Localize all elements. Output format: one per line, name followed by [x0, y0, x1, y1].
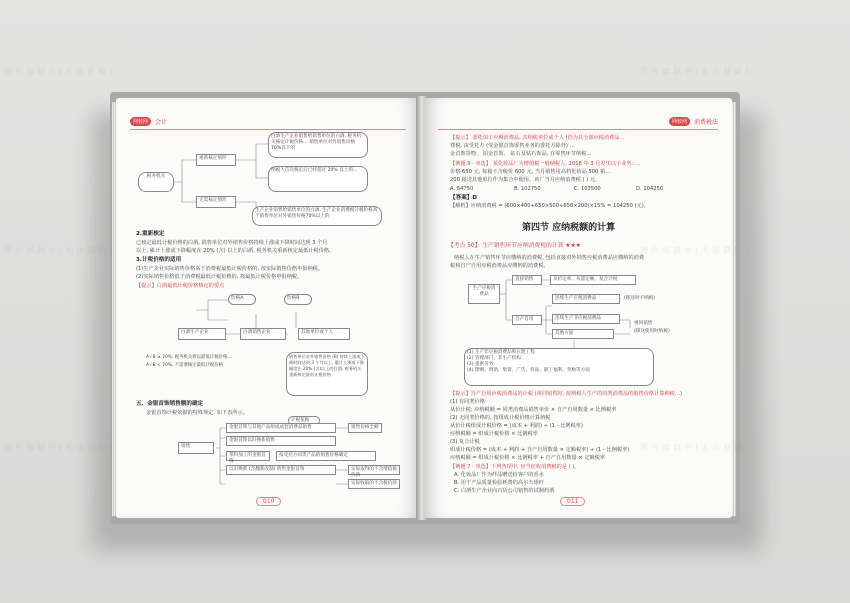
calc-1: (1) 有同类价格	[450, 399, 485, 405]
publisher-logo-right: 网校网	[669, 117, 690, 126]
option-b: B. 102750	[514, 186, 541, 192]
direct-sale-node: 直接销售	[512, 275, 542, 285]
calc-2: (2) 无同类价格的, 按组成计税价格计算纳税	[450, 415, 551, 421]
example-title: 【例题 9 · 单选】 某化妆品厂为增值税一般纳税人, 2018 年 3 月发生以下业务: …	[450, 161, 641, 167]
non-taxable-node: 连续生产非应税消费品	[552, 314, 620, 324]
calc-1-formula: 从价计税: 应纳税额 = 同类消费品销售单价 × 自产自用数量 × 比例税率	[450, 407, 617, 413]
jewelry-row-1-result: 销售价格全额	[348, 423, 382, 433]
left-page-number: 010	[256, 497, 281, 506]
section-2-text-1: 已核定最低计税价格的白酒, 销售单位对外销售价格持续上涨或下降时间达到 3 个月	[136, 240, 328, 246]
watermark: 图片加载中(无法获取)	[4, 246, 116, 255]
tax-basis-node: 计税依据	[288, 416, 320, 425]
right-header-title: 消费税法	[693, 118, 718, 126]
example-2-a: A. 化妆品厂作为样品赠送给客户的香水	[454, 472, 544, 478]
intro-1: 纳税人在生产销售环节应缴纳的消费税, 包括直接对外销售应税消费品应缴纳的消费	[454, 255, 645, 261]
watermark: 图片加载中(无法获取)	[4, 67, 116, 76]
section-2-text-2: 以上, 累计上涨或下降幅度在 20% (含) 以上的白酒, 税务机关重新核定最低计税价格。	[136, 248, 335, 254]
section-2-title: 2.重新核定	[136, 231, 165, 237]
jewelry-row-3-result: 按受托方同类产品的销售价格确定	[276, 451, 376, 461]
consumer-node: 其他单位或个人	[298, 328, 350, 340]
left-header-title: 会计	[155, 118, 168, 126]
example-2-b: B. 用于产品质量检验耗费的高尔夫球杆	[454, 480, 544, 486]
watermark: 图片加载中(无法获取)	[640, 443, 752, 452]
no-check-node: 无需核定情形	[196, 196, 236, 208]
formula-3: 组成计税价格 = (成本 + 利润 + 自产自用数量 × 定额税率) ÷ (1 - 比例税率)	[450, 447, 630, 453]
tip-text-1: 【提示】 委托加工应税消费品, 其纳税单位或个人 (仍为其全部应税消费品…	[450, 135, 625, 141]
price-b-node: 价格B	[284, 294, 312, 305]
option-a: A. 64750	[450, 186, 474, 192]
tip-text-2: 费税, 由受托方 (受金银首饰零售业务的委托方除外) …	[450, 143, 575, 149]
jewelry-row-1: 金银首饰与其他产品组成成套消费品销售	[226, 423, 336, 433]
sale-root-node: 销售	[178, 442, 214, 454]
other-node: 其他方面	[552, 329, 614, 339]
answer: 【答案】D	[450, 195, 478, 201]
price-a-node: 价格A	[228, 294, 256, 305]
condition-box-a: 白酒生产企业销售给销售单位的白酒, 税务机关核定计税价格… 销售单位对外销售价格 70%以下的	[268, 132, 368, 158]
condition-box-c: 生产企业销售给销售单位的白酒, 生产企业消费税计税价格高于销售单位对外销售价格70%以上的	[252, 206, 382, 226]
analysis: 【解析】应纳消费税 = (600×400+650×500+650×200)×15% = 104250 (元)。	[450, 203, 649, 209]
rule-1: A÷B ≥ 70%, 税务机关将以最低计税价格…	[146, 355, 232, 360]
self-use-node: 自产自用	[512, 315, 542, 325]
example-text-1: 价格 650 元, 每箱不含税价 600 元, 当月销售用高档化妆品 500 箱…	[450, 169, 611, 175]
list-item: (4) 馈赠、赞助、集资、广告、样品、职工福利、奖励等方面	[467, 368, 590, 373]
tip-text-3: 金首饰货物、 铂金首饰、 钻石及钻石饰品, 在零售环节纳税…	[450, 151, 592, 157]
taxable-goods-root: 生产应税消费品	[468, 284, 500, 304]
example-2-c: C. 白酒生产企业向百货公司销售的试制药酒	[454, 488, 555, 494]
list-item: (1) 生产非应税消费品和在建工程	[467, 350, 535, 355]
section-5-text: 金银首饰计税依据的特殊规定, 如下表所示。	[146, 410, 248, 416]
example-2-title: 【例题 7 · 单选】下列各项中, 应当征收消费税的是 ( )。	[450, 464, 580, 470]
tip-2: 【提示】自产自用应税消费品的计税 (视同销售时, 按纳税人生产的同类消费品的销售价格计算纳税…)	[450, 391, 683, 397]
jewelry-row-3: 带料加工的金银首饰	[226, 451, 270, 461]
calc-3: (3) 复合计税	[450, 439, 480, 445]
intro-2: 税和自产自用应税消费品应缴纳的消费税。	[450, 263, 549, 269]
watermark: 图片加载中(无法获取)	[640, 67, 752, 76]
publisher-logo: 网校网	[130, 117, 151, 126]
watermark: 图片加载中(无法获取)	[4, 443, 116, 452]
jewelry-row-2: 金银首饰以旧换新销售	[226, 436, 336, 446]
rule-2: A÷B < 70%, 不需要核定最低计税价格	[146, 363, 224, 368]
tax-authority-node: 税务机关	[138, 172, 174, 192]
section-3-item-2: (2)实际销售价格低于消费税最低计税价格的, 按最低计税价格申报纳税。	[136, 274, 303, 280]
continue-desc: (移送时不纳税)	[624, 296, 656, 301]
recheck-note: 销售单位对外销售价格 (B) 持续上涨或下降时间达到 3 个月以上, 累计上涨或下降幅度在 20% (含)以上的白酒, 税务机关重新核定最低计税价格	[286, 352, 368, 396]
direct-sale-desc: 从价定率、从量定额、复合计税	[550, 275, 636, 285]
seller-node: 白酒销售企业	[240, 328, 286, 340]
jewelry-row-4: 以旧换新 (含翻新改制) 销售金银首饰	[226, 465, 336, 475]
left-page	[116, 98, 420, 518]
producer-node: 白酒生产企业	[178, 328, 226, 340]
page-stack-right	[732, 102, 736, 516]
formula-2: 应纳税额 = 组成计税价格 × 比例税率	[450, 431, 538, 437]
recheck-node: 重新核定情形	[196, 154, 236, 166]
section-3-tip: 【提示】白酒最低计税价格核定的要点	[136, 283, 225, 289]
option-d: D. 104250	[636, 186, 664, 192]
list-item: (3) 提供劳务	[467, 362, 494, 367]
deemed-sale-desc: (移送使用时纳税)	[634, 329, 670, 334]
right-page-number: 011	[560, 497, 585, 506]
point-title: 【考点 50】 生产销售环节应纳消费税的计算 ★★★	[448, 243, 581, 249]
jewelry-row-2-result: 实际收取的不含税价款	[348, 479, 400, 489]
continue-node: 连续生产应税消费品	[552, 294, 620, 304]
watermark: 图片加载中(无法获取)	[640, 246, 752, 255]
formula-4: 应纳税额 = 组成计税价格 × 比例税率 + 自产自用数量 × 定额税率	[450, 455, 606, 461]
section-5-title: 五、金银首饰销售额的确定	[136, 401, 204, 407]
deemed-sale: 视同销售	[634, 321, 653, 326]
jewelry-row-4-result: 实际取得的不含增值税价款	[348, 465, 400, 475]
option-c: C. 103500	[574, 186, 601, 192]
section-3-item-1: (1)生产企业实际销售价格高于消费税最低计税价格的, 按实际销售价格申报纳税。	[136, 266, 324, 272]
example-text-2: 200 箱送其他单位作为集合中使用。该厂当月应纳消费税 ( ) 元。	[450, 177, 601, 183]
right-page	[424, 98, 732, 518]
list-item: (2) 管理部门、非生产机构	[467, 356, 521, 361]
section-title: 第四节 应纳税额的计算	[522, 223, 616, 233]
section-3-title: 3.计税价格的适用	[136, 257, 182, 263]
condition-box-b: 纳税人首次核定后已经超过 20% 以上的…	[268, 166, 368, 192]
list-box	[464, 348, 654, 386]
formula-1: 从价计税组成计税价格 = (成本 + 利润) ÷ (1 - 比例税率)	[450, 423, 583, 429]
